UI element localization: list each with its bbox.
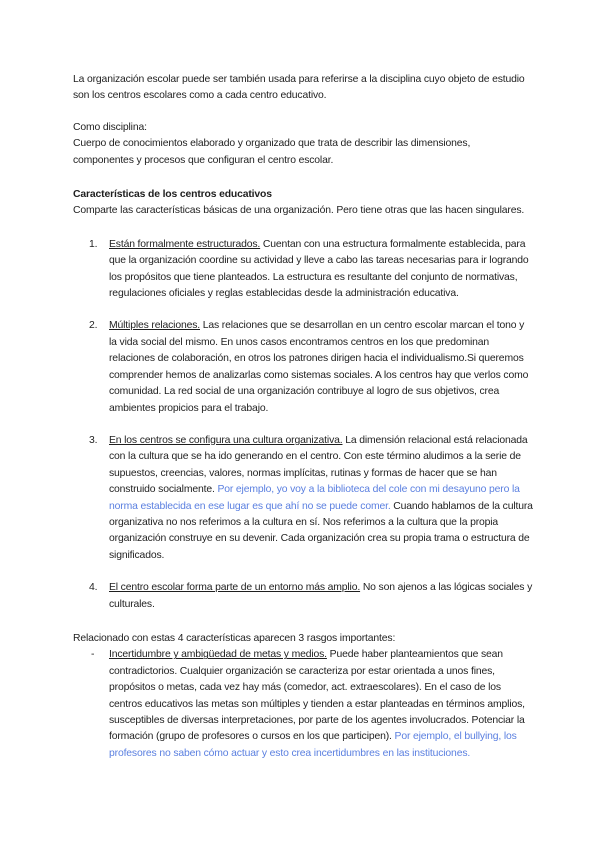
item-title: El centro escolar forma parte de un entorno más amplio. [109,582,361,594]
item-example: Por ejemplo, yo voy a la biblioteca del cole con mi desayuno pero la norma establecida en ese lugar es que ahí no se puede comer. [109,484,520,512]
list-item [73,433,533,564]
list-item-text [109,433,533,564]
item-title: Múltiples relaciones. [109,320,200,332]
discipline-label: Como disciplina: [73,121,147,133]
item-body: La dimensión relacional está relacionada con la cultura que se ha ido generando en el centro. Con este término aludimos a la serie de supuestos, creencias, valores, normas implícitas, rutinas y formas de hacer que se han construido socialmente. [109,434,528,496]
list-number: 3. [89,434,98,446]
list-item [73,318,533,416]
bullet-example: Por ejemplo, el bullying, los profesores no saben cómo actuar y esto crea incertidumbres en las instituciones. [109,731,517,759]
discipline-text: Cuerpo de conocimientos elaborado y organizado que trata de describir las dimensiones, componentes y procesos que configuran el centro escolar. [73,138,471,166]
list-item-text [109,237,533,303]
bullet-text [109,647,533,762]
item-body: No son ajenos a las lógicas sociales y culturales. [109,582,533,610]
list-item [73,237,533,303]
characteristics-list [73,237,533,613]
bullet-body: Puede haber planteamientos que sean contradictorios. Cualquier organización se caracteriza por estar orientada a unos fines, propósitos o metas, cada vez hay más (comedor, act. extraescolares). En el caso de los centros educativos las metas son múltiples y tienden a estar planteadas en términos amplios, susceptibles de diversas interpretaciones, por parte de los agentes involucrados. Potenciar la formación (grupo de profesores o cursos en los que participen). [109,649,525,743]
item-body: Las relaciones que se desarrollan en un centro escolar marcan el tono y la vida social del mismo. En unos casos encontramos centros en los que predominan relaciones de colaboración, en otros los patrones dirigen hacia el individualismo.Si queremos comprender hemos de analizarlas como sistemas sociales. A los centros hay que verlos como comunidad. La red social de una organización contribuye al logro de sus objetivos, crea ambientes propicios para el trabajo. [109,320,529,414]
item-title: En los centros se configura una cultura organizativa. [109,434,343,446]
bullet-item [73,647,533,762]
bullet-title: Incertidumbre y ambigüedad de metas y medios. [109,649,327,661]
traits-intro: Relacionado con estas 4 características aparecen 3 rasgos importantes: [73,632,396,644]
item-body-continued: Cuando hablamos de la cultura organizativa no nos referimos a la cultura en sí. Nos referimos a la cultura que la propia organización construye en su devenir. Cada organización crea su propia trama o estructura de significados. [109,500,533,561]
list-number: 4. [89,582,98,594]
section-heading: Características de los centros educativos [73,189,272,201]
document-page [73,72,533,762]
section-subtitle: Comparte las características básicas de una organización. Pero tiene otras que las hacen singulares. [73,205,525,217]
list-number: 1. [89,238,98,250]
list-item [73,580,533,613]
item-title: Están formalmente estructurados. [109,238,261,250]
bullet-marker: - [91,649,95,661]
discipline-section [73,120,533,169]
intro-paragraph: La organización escolar puede ser también usada para referirse a la disciplina cuyo objeto de estudio son los centros escolares como a cada centro educativo. [73,74,525,102]
list-item-text [109,580,533,613]
item-body: Cuentan con una estructura formalmente establecida, para que la organización coordine su actividad y lleve a cabo las tareas necesarias para ir logrando los propósitos que tiene planteados. La estructura es resultante del conjunto de normativas, regulaciones oficiales y reglas establecidas desde la administración educativa. [109,238,529,300]
list-number: 2. [89,320,98,332]
list-item-text [109,318,533,416]
